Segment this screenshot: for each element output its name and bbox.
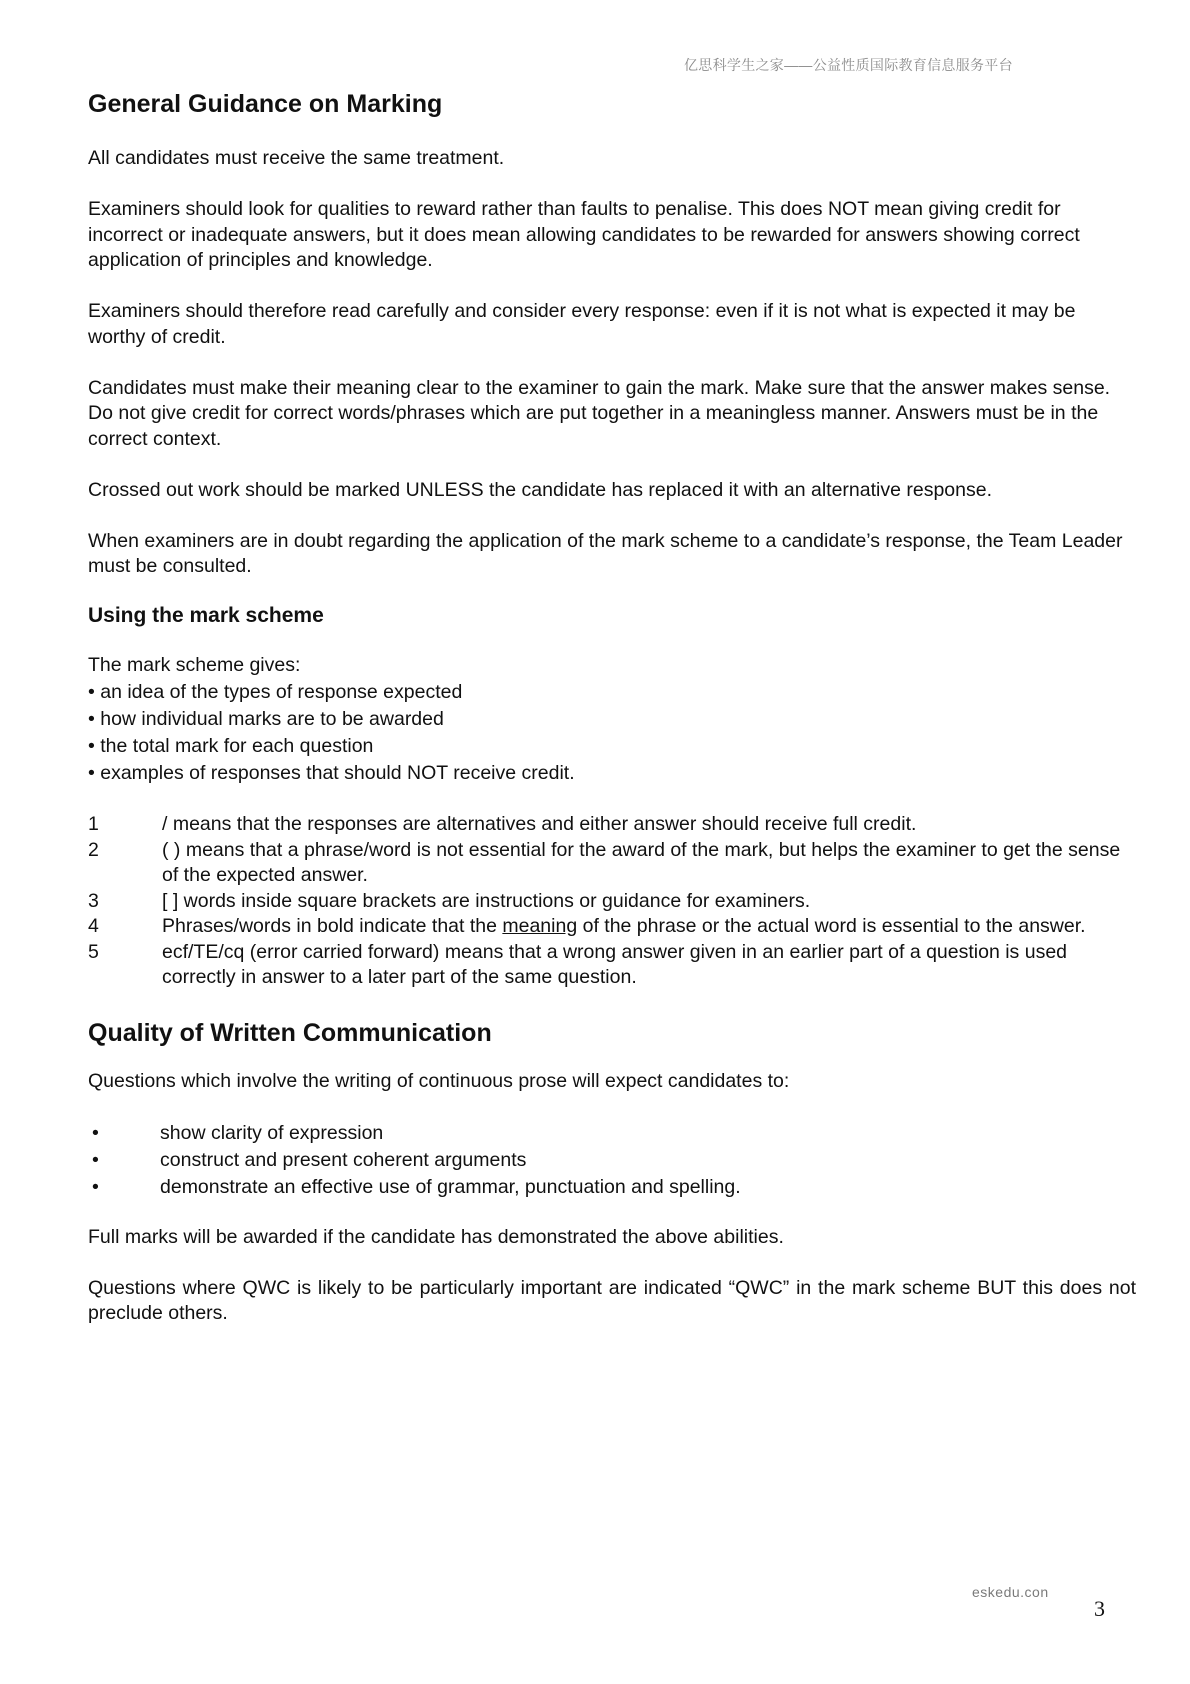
paragraph: Crossed out work should be marked UNLESS the candidate has replaced it with an alternative response. bbox=[88, 478, 992, 501]
header-watermark-text: 亿思科学生之家——公益性质国际教育信息服务平台 bbox=[684, 57, 1013, 73]
bullet-text: construct and present coherent arguments bbox=[160, 1148, 527, 1171]
item-text: ( ) means that a phrase/word is not essential for the award of the mark, but helps the examiner to get the sense of the expected answer. bbox=[162, 838, 1121, 886]
numbered-item bbox=[88, 812, 1136, 838]
qwc-bullet-list bbox=[88, 1120, 1136, 1201]
item-number: 4 bbox=[88, 915, 99, 937]
underlined-word: meaning bbox=[502, 915, 578, 937]
list-item: • the total mark for each question bbox=[88, 734, 374, 757]
section-title-qwc: Quality of Written Communication bbox=[88, 1018, 492, 1047]
numbered-item bbox=[88, 914, 1136, 940]
item-text: / means that the responses are alternatives and either answer should receive full credit. bbox=[162, 813, 917, 835]
numbered-item bbox=[88, 889, 1136, 915]
bullet-item bbox=[88, 1174, 1136, 1201]
item-number: 3 bbox=[88, 889, 99, 912]
item-number: 2 bbox=[88, 838, 99, 861]
section-title-general-guidance: General Guidance on Marking bbox=[88, 90, 443, 118]
bullet-item bbox=[88, 1147, 1136, 1174]
item-number: 1 bbox=[88, 813, 99, 835]
paragraph: Questions which involve the writing of continuous prose will expect candidates to: bbox=[88, 1069, 790, 1092]
paragraph: Full marks will be awarded if the candidate has demonstrated the above abilities. bbox=[88, 1225, 784, 1248]
bullet-icon: • bbox=[92, 1148, 99, 1171]
numbered-item bbox=[88, 838, 1136, 889]
mark-scheme-features-list bbox=[88, 679, 1136, 787]
page-number: 3 bbox=[1094, 1596, 1105, 1621]
item-text: ecf/TE/cq (error carried forward) means that a wrong answer given in an earlier part of a question is used correctly in answer to a later part of the same question. bbox=[162, 940, 1068, 988]
bullet-text: show clarity of expression bbox=[160, 1121, 384, 1144]
bullet-text: demonstrate an effective use of grammar, punctuation and spelling. bbox=[160, 1175, 741, 1198]
paragraph: Examiners should therefore read carefully and consider every response: even if it is not what is expected it may be worthy of credit. bbox=[88, 300, 1076, 348]
list-item: • how individual marks are to be awarded bbox=[88, 707, 444, 730]
footer-watermark-text: eskedu.con bbox=[972, 1584, 1049, 1600]
page-content bbox=[88, 88, 1136, 1352]
item-text-part: of the phrase or the actual word is essential to the answer. bbox=[577, 915, 1086, 937]
subsection-title-using-mark-scheme: Using the mark scheme bbox=[88, 603, 324, 627]
item-text-part: Phrases/words in bold indicate that the bbox=[162, 915, 503, 937]
list-item: • an idea of the types of response expected bbox=[88, 680, 463, 703]
list-item: • examples of responses that should NOT receive credit. bbox=[88, 761, 575, 784]
numbered-item bbox=[88, 940, 1136, 991]
paragraph: When examiners are in doubt regarding the application of the mark scheme to a candidate’s response, the Team Leader must be consulted. bbox=[88, 529, 1123, 577]
list-intro: The mark scheme gives: bbox=[88, 653, 301, 676]
paragraph: Questions where QWC is likely to be particularly important are indicated “QWC” in the mark scheme BUT this does not preclude others. bbox=[88, 1276, 1136, 1324]
conventions-numbered-list bbox=[88, 812, 1136, 991]
item-number: 5 bbox=[88, 940, 99, 963]
bullet-icon: • bbox=[92, 1175, 99, 1198]
bullet-icon: • bbox=[92, 1121, 99, 1144]
paragraph: Candidates must make their meaning clear to the examiner to gain the mark. Make sure that the answer makes sense. Do not give credit for correct words/phrases which are put together in a meaningless manner. Answers must be in the correct context. bbox=[88, 376, 1111, 450]
paragraph: All candidates must receive the same treatment. bbox=[88, 147, 505, 169]
bullet-item bbox=[88, 1120, 1136, 1147]
paragraph: Examiners should look for qualities to reward rather than faults to penalise. This does NOT mean giving credit for incorrect or inadequate answers, but it does mean allowing candidates to be rewarded for answers showing correct application of principles and knowledge. bbox=[88, 198, 1080, 271]
item-text: [ ] words inside square brackets are instructions or guidance for examiners. bbox=[162, 889, 811, 912]
